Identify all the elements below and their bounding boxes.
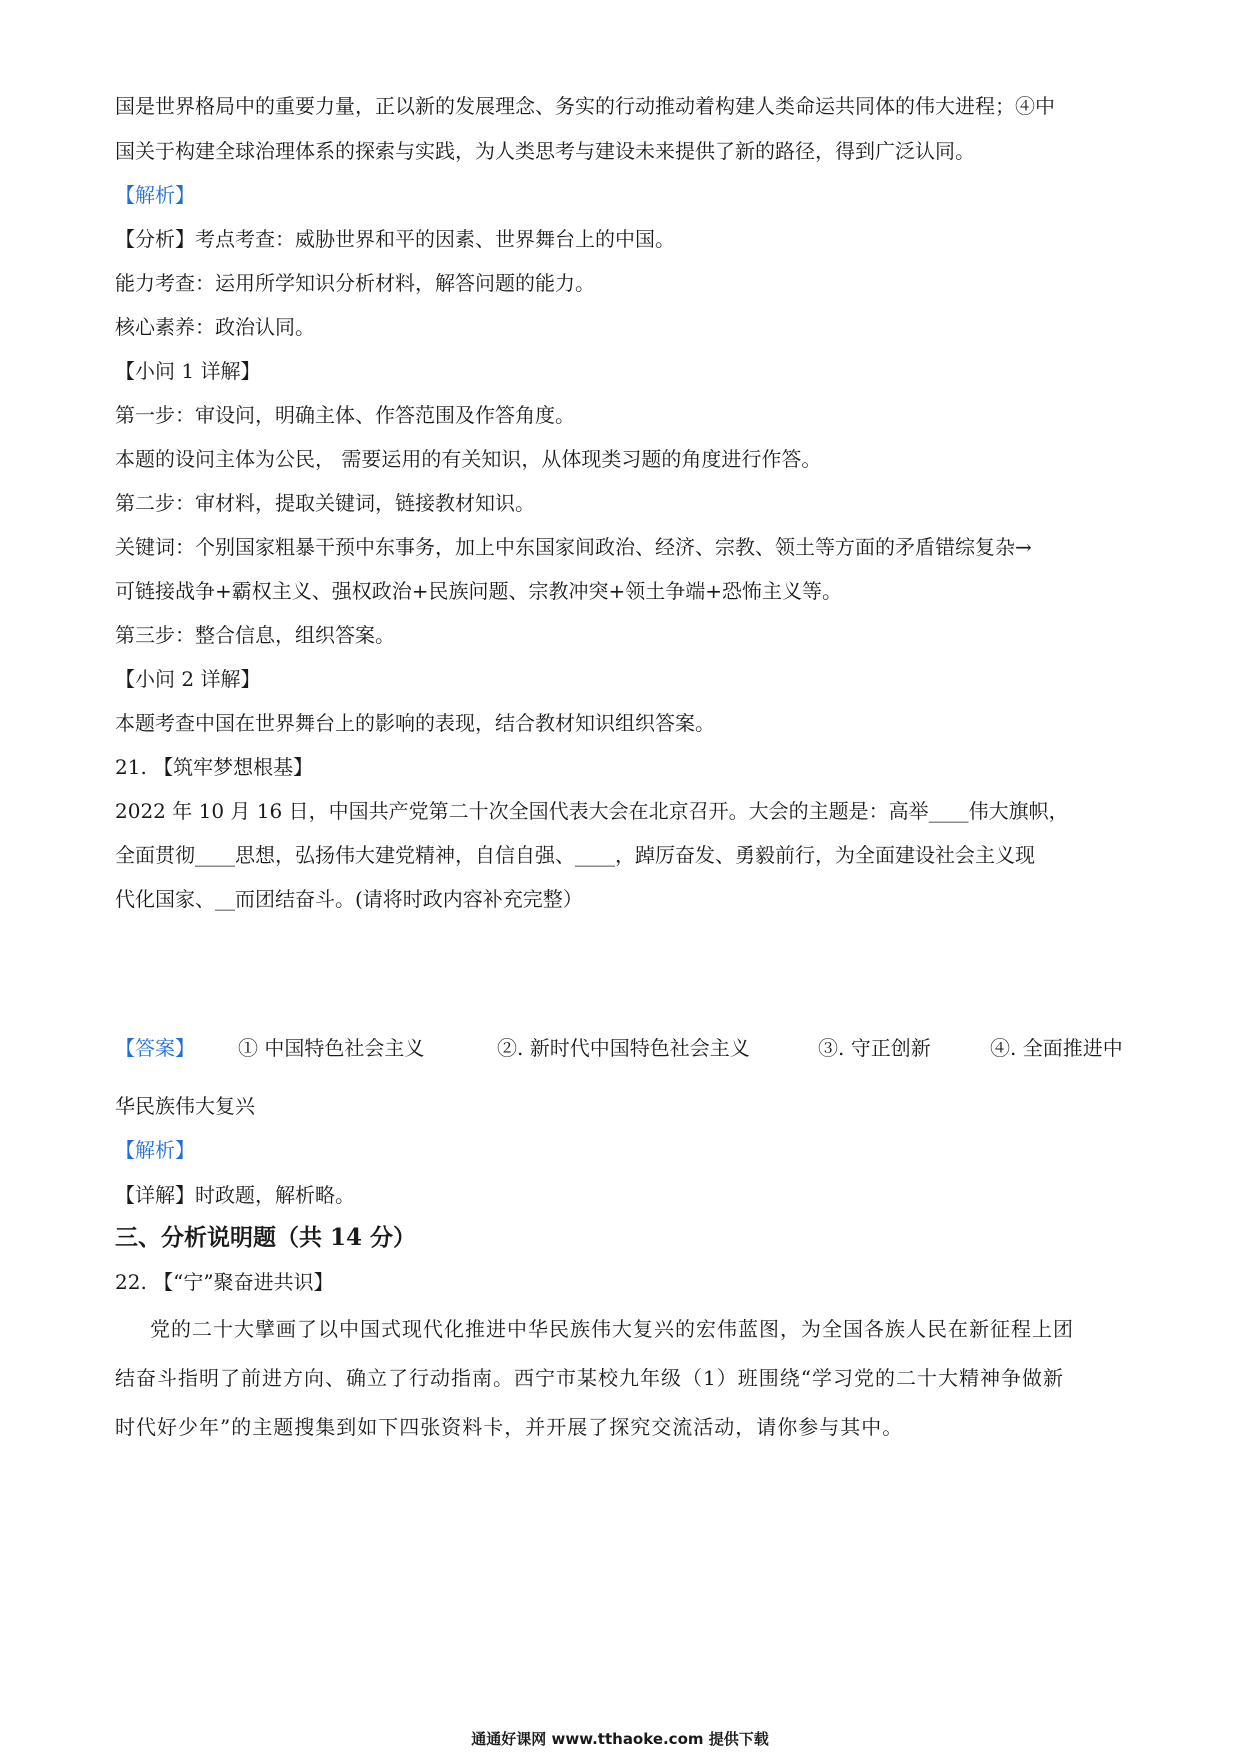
ability-line: 能力考查：运用所学知识分析材料，解答问题的能力。 xyxy=(115,271,595,295)
summary-line: 本题考查中国在世界舞台上的影响的表现，结合教材知识组织答案。 xyxy=(115,711,715,735)
step-1-line: 第一步：审设问，明确主体、作答范围及作答角度。 xyxy=(115,403,575,427)
answer-item-2: ②. 新时代中国特色社会主义 xyxy=(497,1036,750,1060)
jiexi-tag: 【解析】 xyxy=(115,183,195,207)
step-2-line: 第二步：审材料，提取关键词，链接教材知识。 xyxy=(115,491,535,515)
question-21-line: 2022 年 10 月 16 日，中国共产党第二十次全国代表大会在北京召开。大会的主题是：高举____伟大旗帜， xyxy=(115,799,1069,823)
question-22-paragraph: 党的二十大擘画了以中国式现代化推进中华民族伟大复兴的宏伟蓝图，为全国各族人民在新征程上团 xyxy=(150,1317,1074,1341)
subquestion-2-heading: 【小问 2 详解】 xyxy=(115,667,261,691)
page-footer xyxy=(0,1729,1240,1749)
footer-site-name: 通通好课网 xyxy=(471,1730,547,1748)
subject-line: 本题的设问主体为公民， 需要运用的有关知识，从体现类习题的角度进行作答。 xyxy=(115,447,822,471)
footer-suffix: 提供下载 xyxy=(708,1730,769,1748)
answer-item-4: ④. 全面推进中 xyxy=(990,1036,1123,1060)
question-22-paragraph: 时代好少年”的主题搜集到如下四张资料卡，并开展了探究交流活动，请你参与其中。 xyxy=(115,1415,904,1439)
step-3-line: 第三步：整合信息，组织答案。 xyxy=(115,623,395,647)
footer-url[interactable]: www.tthaoke.com xyxy=(551,1730,704,1748)
core-line: 核心素养：政治认同。 xyxy=(115,315,315,339)
keyword-line: 关键词：个别国家粗暴干预中东事务，加上中东国家间政治、经济、宗教、领土等方面的矛盾错综复杂→ xyxy=(115,535,1032,559)
answer-tag: 【答案】 xyxy=(115,1036,195,1060)
answer-item-4-continued: 华民族伟大复兴 xyxy=(115,1094,255,1118)
subquestion-1-heading: 【小问 1 详解】 xyxy=(115,359,261,383)
keyword-line: 可链接战争+霸权主义、强权政治+民族问题、宗教冲突+领土争端+恐怖主义等。 xyxy=(115,579,843,603)
question-21-line: 代化国家、__而团结奋斗。(请将时政内容补充完整） xyxy=(115,887,583,911)
jiexi-tag: 【解析】 xyxy=(115,1138,195,1162)
question-21-line: 全面贯彻____思想，弘扬伟大建党精神，自信自强、____，踔厉奋发、勇毅前行，为全面建设社会主义现 xyxy=(115,843,1035,867)
detail-line: 【详解】时政题，解析略。 xyxy=(115,1183,355,1207)
answer-item-3: ③. 守正创新 xyxy=(818,1036,931,1060)
section-heading: 三、分析说明题（共 14 分） xyxy=(115,1224,417,1251)
paragraph-line: 国是世界格局中的重要力量，正以新的发展理念、务实的行动推动着构建人类命运共同体的伟大进程；④中 xyxy=(115,94,1055,118)
question-21-title: 21. 【筑牢梦想根基】 xyxy=(115,755,314,779)
question-22-title: 22. 【“宁”聚奋进共识】 xyxy=(115,1270,334,1294)
answer-item-1: ① 中国特色社会主义 xyxy=(238,1036,425,1060)
paragraph-line: 国关于构建全球治理体系的探索与实践，为人类思考与建设未来提供了新的路径，得到广泛认同。 xyxy=(115,139,975,163)
question-22-paragraph: 结奋斗指明了前进方向、确立了行动指南。西宁市某校九年级（1）班围绕“学习党的二十大精神争做新 xyxy=(115,1366,1064,1390)
analysis-line: 【分析】考点考查：威胁世界和平的因素、世界舞台上的中国。 xyxy=(115,227,675,251)
